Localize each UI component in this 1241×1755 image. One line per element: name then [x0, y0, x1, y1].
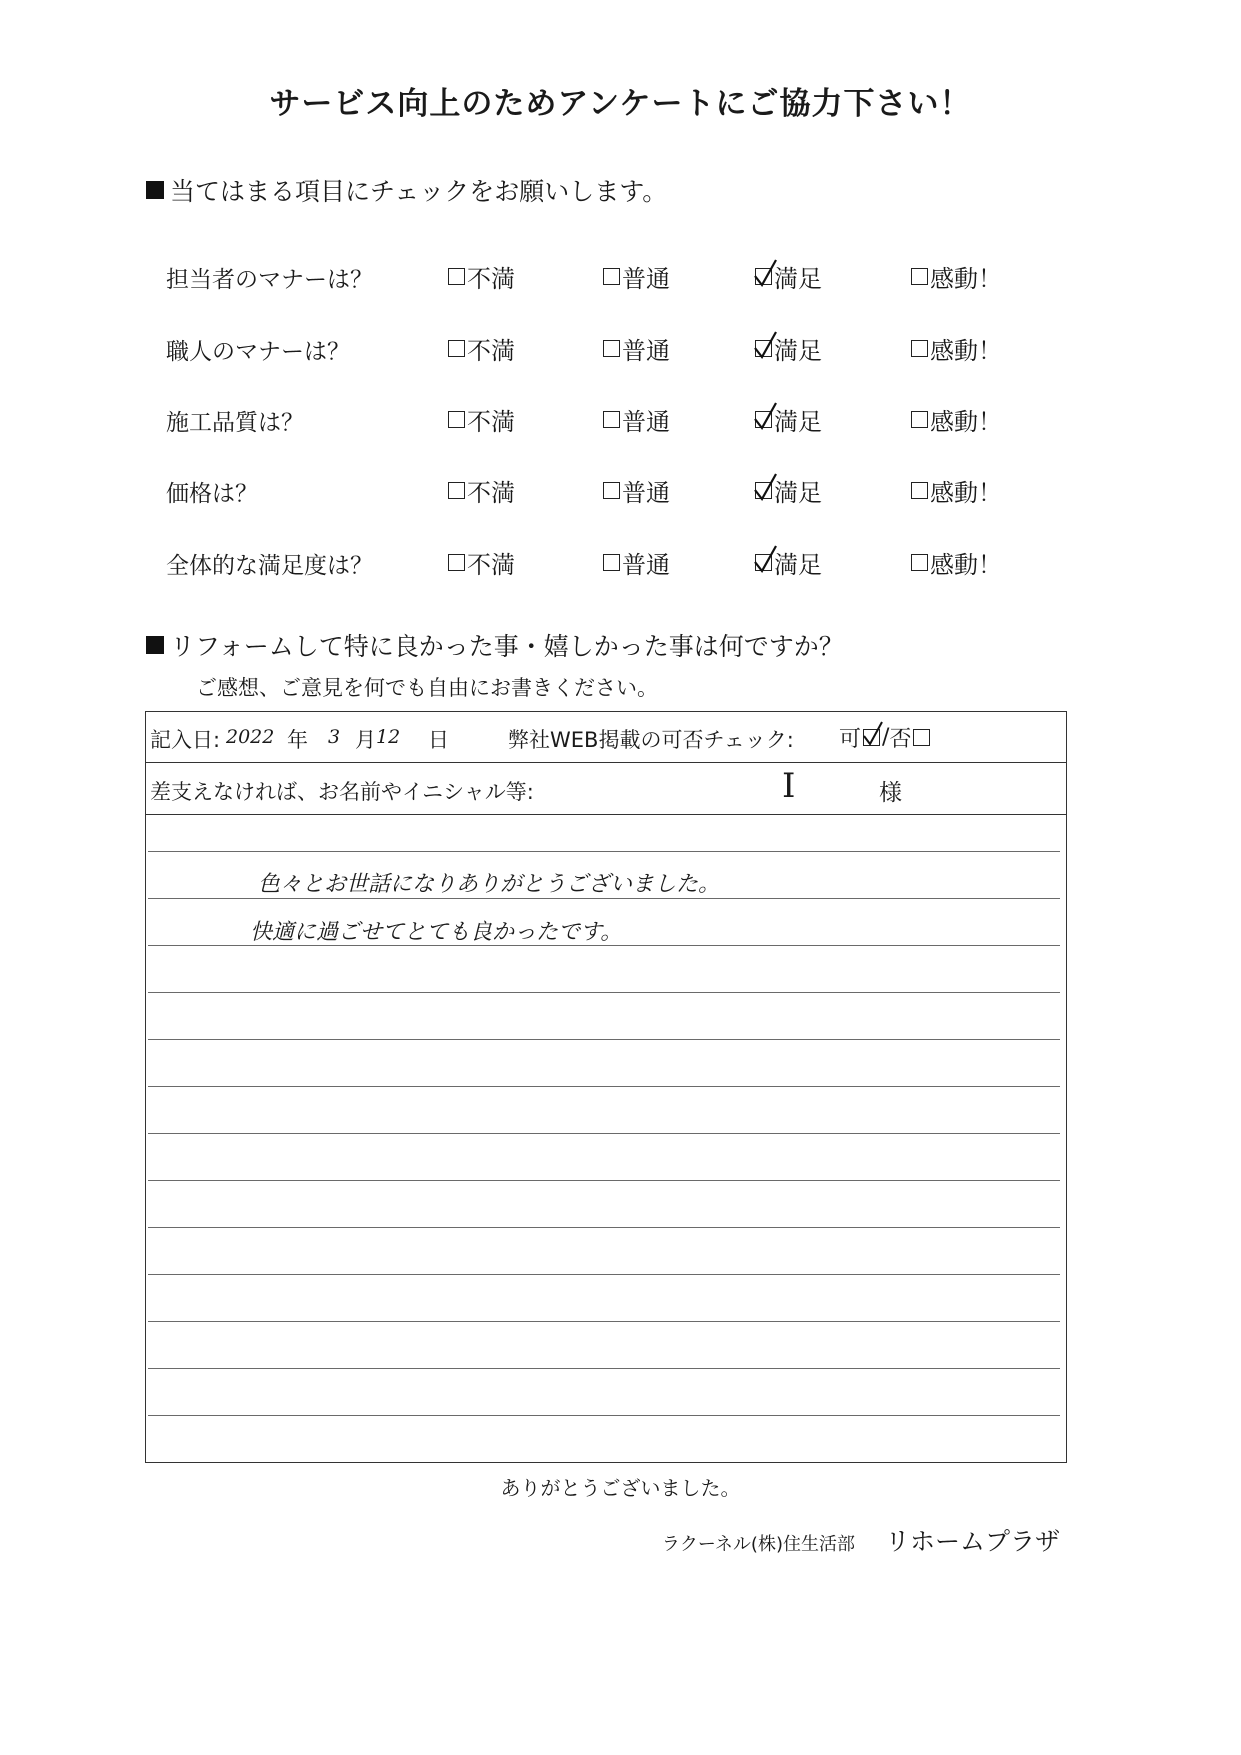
name-value[interactable]: I: [782, 766, 796, 806]
ruled-line: [148, 1039, 1060, 1040]
rating-option[interactable]: [755, 402, 822, 437]
rating-option-label: 普通: [622, 479, 670, 507]
section1-heading: [146, 172, 667, 208]
comment-line-2[interactable]: 快適に過ごせてとても良かったです。: [250, 920, 623, 945]
rating-option-label: 満足: [774, 337, 822, 365]
rating-option[interactable]: [911, 331, 1002, 366]
rating-option-label: 不満: [467, 265, 515, 293]
rating-option-label: 普通: [622, 551, 670, 579]
web-separator: /: [882, 725, 890, 750]
rating-option[interactable]: [755, 331, 822, 366]
rating-checkbox[interactable]: [448, 554, 465, 571]
question-row: [166, 398, 1066, 438]
rating-checkbox[interactable]: [755, 340, 772, 357]
ruled-line: [148, 1180, 1060, 1181]
ruled-line: [148, 1321, 1060, 1322]
web-yes-checkbox[interactable]: [863, 729, 880, 746]
rating-checkbox[interactable]: [755, 268, 772, 285]
question-label: 価格は？: [166, 481, 258, 507]
day-value[interactable]: 12: [376, 726, 401, 748]
rating-option[interactable]: [911, 259, 1002, 294]
question-label: 担当者のマナーは？: [166, 267, 373, 293]
question-row: [166, 327, 1066, 367]
question-row: [166, 469, 1066, 509]
rating-checkbox[interactable]: [603, 268, 620, 285]
rating-option-label: 満足: [774, 408, 822, 436]
section1-heading-text: 当てはまる項目にチェックをお願いします。: [170, 177, 668, 206]
rating-checkbox[interactable]: [911, 411, 928, 428]
section2-heading-text: リフォームして特に良かった事・嬉しかった事は何ですか？: [170, 632, 844, 661]
rating-option-label: 感動！: [930, 479, 1002, 507]
date-and-web-row: [146, 712, 1066, 763]
date-label: 記入日:: [150, 728, 221, 752]
rating-option-label: 不満: [467, 337, 515, 365]
ruled-line: [148, 898, 1060, 899]
question-label: 全体的な満足度は？: [166, 553, 373, 579]
rating-checkbox[interactable]: [911, 340, 928, 357]
rating-checkbox[interactable]: [448, 340, 465, 357]
ruled-line: [148, 1133, 1060, 1134]
question-label: 施工品質は？: [166, 410, 304, 436]
web-no-checkbox[interactable]: [913, 729, 930, 746]
rating-option[interactable]: [603, 473, 670, 508]
rating-checkbox[interactable]: [448, 268, 465, 285]
month-value[interactable]: 3: [328, 726, 341, 748]
rating-option-label: 満足: [774, 265, 822, 293]
rating-option[interactable]: [448, 331, 515, 366]
rating-option-label: 普通: [622, 265, 670, 293]
survey-title: サービス向上のためアンケートにご協力下さい！: [269, 86, 972, 122]
comment-line-1[interactable]: 色々とお世話になりありがとうございました。: [258, 872, 721, 897]
day-unit: 日: [428, 728, 449, 752]
ruled-line: [148, 1415, 1060, 1416]
ruled-line: [148, 1086, 1060, 1087]
rating-option-label: 不満: [467, 551, 515, 579]
rating-option-label: 普通: [622, 408, 670, 436]
rating-option-label: 普通: [622, 337, 670, 365]
ruled-line: [148, 851, 1060, 852]
question-row: [166, 541, 1066, 581]
section2-heading: [146, 627, 844, 663]
division-name: リホームプラザ: [884, 1527, 1060, 1556]
web-yes-label: 可: [839, 727, 862, 752]
rating-option-label: 不満: [467, 479, 515, 507]
month-unit: 月: [355, 728, 376, 752]
rating-option-label: 満足: [774, 479, 822, 507]
rating-option[interactable]: [755, 473, 822, 508]
year-unit: 年: [287, 728, 308, 752]
rating-checkbox[interactable]: [911, 554, 928, 571]
rating-checkbox[interactable]: [603, 482, 620, 499]
rating-option[interactable]: [448, 545, 515, 580]
rating-option[interactable]: [603, 259, 670, 294]
check-mark-icon: [754, 331, 778, 359]
web-permission-label: 弊社WEB掲載の可否チェック:: [508, 728, 794, 752]
ruled-line: [148, 1274, 1060, 1275]
name-label: 差支えなければ、お名前やイニシャル等:: [150, 780, 534, 804]
comment-instructions: ご感想、ご意見を何でも自由にお書きください。: [196, 676, 658, 700]
ruled-line: [148, 1227, 1060, 1228]
check-mark-icon: [862, 720, 884, 746]
rating-option[interactable]: [603, 331, 670, 366]
check-mark-icon: [754, 259, 778, 287]
rating-option[interactable]: [755, 545, 822, 580]
web-permission-choice: [839, 722, 932, 753]
rating-option[interactable]: [603, 545, 670, 580]
question-row: [166, 255, 1066, 295]
company-signature: [662, 1522, 1060, 1558]
check-mark-icon: [754, 473, 778, 501]
rating-option-label: 不満: [467, 408, 515, 436]
ruled-line: [148, 992, 1060, 993]
rating-checkbox[interactable]: [603, 340, 620, 357]
rating-checkbox[interactable]: [448, 482, 465, 499]
rating-checkbox[interactable]: [448, 411, 465, 428]
question-label: 職人のマナーは？: [166, 339, 350, 365]
rating-checkbox[interactable]: [755, 554, 772, 571]
rating-option[interactable]: [448, 473, 515, 508]
rating-checkbox[interactable]: [911, 482, 928, 499]
rating-option-label: 感動！: [930, 265, 1002, 293]
rating-option-label: 感動！: [930, 551, 1002, 579]
rating-option[interactable]: [603, 402, 670, 437]
rating-option-label: 感動！: [930, 337, 1002, 365]
rating-option[interactable]: [911, 545, 1002, 580]
comment-form: [145, 711, 1067, 1463]
rating-option[interactable]: [448, 402, 515, 437]
rating-option[interactable]: [448, 259, 515, 294]
rating-checkbox[interactable]: [755, 411, 772, 428]
check-mark-icon: [754, 402, 778, 430]
rating-checkbox[interactable]: [911, 268, 928, 285]
black-square-icon: [146, 181, 164, 199]
rating-option[interactable]: [911, 473, 1002, 508]
company-name: ラクーネル(株)住生活部: [661, 1534, 855, 1555]
name-suffix: 様: [879, 780, 902, 806]
rating-checkbox[interactable]: [603, 554, 620, 571]
check-mark-icon: [754, 545, 778, 573]
name-row: [146, 762, 1066, 815]
rating-option-label: 感動！: [930, 408, 1002, 436]
rating-option[interactable]: [911, 402, 1002, 437]
rating-option[interactable]: [755, 259, 822, 294]
rating-checkbox[interactable]: [603, 411, 620, 428]
web-no-label: 否: [889, 727, 912, 752]
black-square-icon: [146, 636, 164, 654]
rating-option-label: 満足: [774, 551, 822, 579]
ruled-line: [148, 1368, 1060, 1369]
year-value[interactable]: 2022: [226, 726, 275, 748]
rating-checkbox[interactable]: [755, 482, 772, 499]
closing-thanks: ありがとうございました。: [500, 1476, 741, 1500]
